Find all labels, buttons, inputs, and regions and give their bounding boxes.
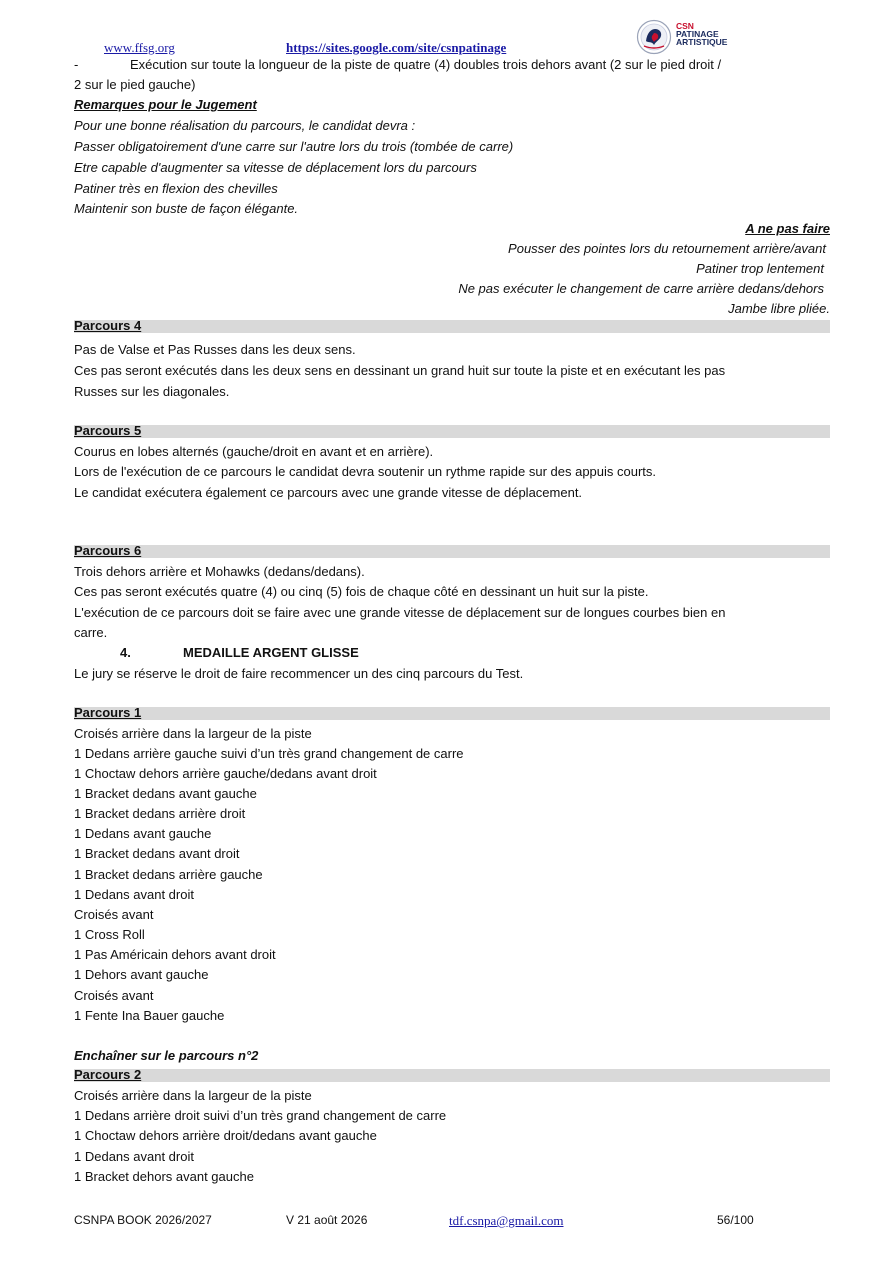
parcours1-item-14: 1 Fente Ina Bauer gauche bbox=[74, 1008, 225, 1023]
parcours1-item-10: 1 Cross Roll bbox=[74, 927, 145, 942]
parcours1-item-12: 1 Dehors avant gauche bbox=[74, 967, 209, 982]
parcours6-line2: Ces pas seront exécutés quatre (4) ou cinq (5) fois de chaque côté en dessinant un huit sur la piste. bbox=[74, 584, 649, 599]
parcours1-item-5: 1 Dedans avant gauche bbox=[74, 826, 212, 841]
parcours4-header bbox=[74, 320, 830, 333]
parcours2-item-1: 1 Dedans arrière droit suivi d’un très grand changement de carre bbox=[74, 1108, 447, 1123]
parcours2-title: Parcours 2 bbox=[74, 1067, 142, 1082]
parcours5-line1: Courus en lobes alternés (gauche/droit en avant et en arrière). bbox=[74, 444, 434, 459]
logo-line2: PATINAGE bbox=[676, 29, 719, 39]
remark-0: Pour une bonne réalisation du parcours, le candidat devra : bbox=[74, 118, 416, 133]
parcours1-item-3: 1 Bracket dedans avant gauche bbox=[74, 786, 257, 801]
parcours6-line3: L'exécution de ce parcours doit se faire avec une grande vitesse de déplacement sur de longues courbes bien en bbox=[74, 605, 726, 620]
execution-line2: 2 sur le pied gauche) bbox=[74, 77, 196, 92]
parcours2-item-2: 1 Choctaw dehors arrière droit/dedans avant gauche bbox=[74, 1128, 377, 1143]
remark-1: Passer obligatoirement d'une carre sur l'autre lors du trois (tombée de carre) bbox=[74, 139, 514, 154]
dont-item-3: Jambe libre pliée. bbox=[728, 301, 830, 316]
parcours2-item-3: 1 Dedans avant droit bbox=[74, 1149, 194, 1164]
parcours2-header bbox=[74, 1069, 830, 1082]
parcours1-item-8: 1 Dedans avant droit bbox=[74, 887, 194, 902]
parcours2-item-0: Croisés arrière dans la largeur de la piste bbox=[74, 1088, 312, 1103]
parcours6-title: Parcours 6 bbox=[74, 543, 142, 558]
parcours4-title: Parcours 4 bbox=[74, 318, 142, 333]
parcours4-line2: Ces pas seront exécutés dans les deux sens en dessinant un grand huit sur toute la piste et en exécutant les pas bbox=[74, 363, 726, 378]
logo-line1: CSN bbox=[676, 21, 694, 31]
parcours1-item-13: Croisés avant bbox=[74, 988, 154, 1003]
parcours1-item-11: 1 Pas Américain dehors avant droit bbox=[74, 947, 276, 962]
parcours4-line1: Pas de Valse et Pas Russes dans les deux sens. bbox=[74, 342, 356, 357]
dont-item-1: Patiner trop lentement bbox=[696, 261, 824, 276]
google-site-link[interactable]: https://sites.google.com/site/csnpatinage bbox=[286, 40, 507, 55]
intro-dash: - bbox=[74, 57, 79, 72]
dont-item-0: Pousser des pointes lors du retournement arrière/avant bbox=[508, 241, 826, 256]
parcours4-line3: Russes sur les diagonales. bbox=[74, 384, 230, 399]
dont-title: A ne pas faire bbox=[745, 221, 830, 236]
section4-intro: Le jury se réserve le droit de faire recommencer un des cinq parcours du Test. bbox=[74, 666, 524, 681]
parcours6-header bbox=[74, 545, 830, 558]
execution-line1: Exécution sur toute la longueur de la piste de quatre (4) doubles trois dehors avant (2 sur le pied droit / bbox=[130, 57, 722, 72]
footer-email-link[interactable]: tdf.csnpa@gmail.com bbox=[449, 1213, 564, 1228]
parcours6-line1: Trois dehors arrière et Mohawks (dedans/dedans). bbox=[74, 564, 365, 579]
parcours5-line2: Lors de l'exécution de ce parcours le candidat devra soutenir un rythme rapide sur des appuis courts. bbox=[74, 464, 657, 479]
remark-2: Etre capable d'augmenter sa vitesse de déplacement lors du parcours bbox=[74, 160, 477, 175]
section4-number: 4. bbox=[120, 645, 131, 660]
site-link[interactable]: www.ffsg.org bbox=[104, 40, 175, 55]
remark-3: Patiner très en flexion des chevilles bbox=[74, 181, 278, 196]
parcours1-item-1: 1 Dedans arrière gauche suivi d’un très grand changement de carre bbox=[74, 746, 464, 761]
section4-title: MEDAILLE ARGENT GLISSE bbox=[183, 645, 359, 660]
dont-item-2: Ne pas exécuter le changement de carre arrière dedans/dehors bbox=[458, 281, 824, 296]
parcours5-title: Parcours 5 bbox=[74, 423, 142, 438]
parcours1-item-6: 1 Bracket dedans avant droit bbox=[74, 846, 240, 861]
parcours1-item-2: 1 Choctaw dehors arrière gauche/dedans avant droit bbox=[74, 766, 377, 781]
footer-version: V 21 août 2026 bbox=[286, 1213, 368, 1227]
remarks-title: Remarques pour le Jugement bbox=[74, 97, 257, 112]
parcours2-item-4: 1 Bracket dehors avant gauche bbox=[74, 1169, 254, 1184]
parcours1-title: Parcours 1 bbox=[74, 705, 142, 720]
parcours6-line4: carre. bbox=[74, 625, 108, 640]
parcours1-item-9: Croisés avant bbox=[74, 907, 154, 922]
chain-note: Enchaîner sur le parcours n°2 bbox=[74, 1048, 259, 1063]
parcours5-line3: Le candidat exécutera également ce parcours avec une grande vitesse de déplacement. bbox=[74, 485, 583, 500]
remark-4: Maintenir son buste de façon élégante. bbox=[74, 201, 299, 216]
logo-line3: ARTISTIQUE bbox=[676, 37, 728, 47]
parcours1-item-0: Croisés arrière dans la largeur de la piste bbox=[74, 726, 312, 741]
parcours5-header bbox=[74, 425, 830, 438]
logo-text bbox=[676, 22, 727, 46]
parcours1-header bbox=[74, 707, 830, 720]
csn-logo-icon bbox=[636, 19, 672, 55]
footer-page-number: 56/100 bbox=[717, 1213, 754, 1227]
footer-book: CSNPA BOOK 2026/2027 bbox=[74, 1213, 212, 1227]
parcours1-item-4: 1 Bracket dedans arrière droit bbox=[74, 806, 246, 821]
parcours1-item-7: 1 Bracket dedans arrière gauche bbox=[74, 867, 263, 882]
